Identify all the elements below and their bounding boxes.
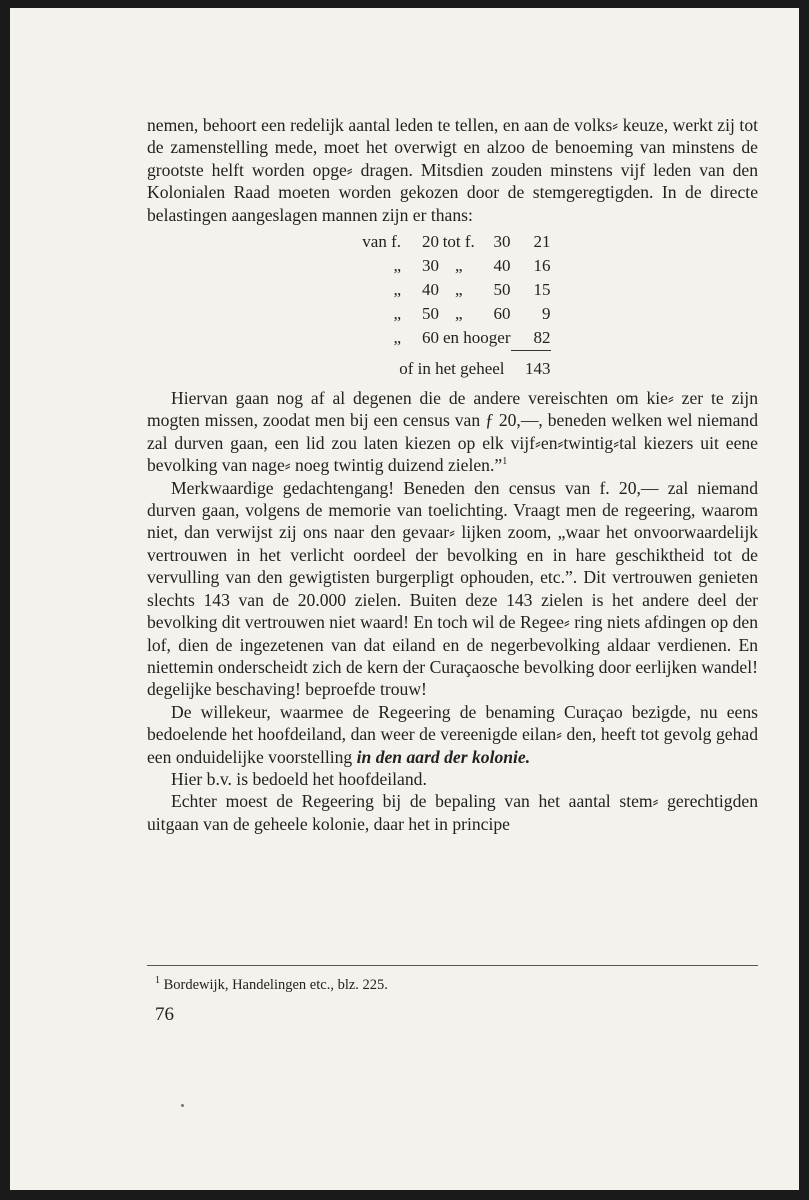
table-row	[357, 326, 551, 351]
page-number: 76	[155, 1004, 174, 1025]
table-cell: „	[454, 256, 463, 276]
footnote-marker: 1	[155, 975, 160, 987]
table-cell: „	[393, 304, 401, 324]
table-row	[357, 230, 551, 254]
paragraph-1: nemen, behoort een redelijk aantal leden te tellen, en aan de volks⸗ keuze, werkt zij tot de zamenstelling mede, moet het overwigt en alzoo de benoeming van minstens de grootste helft worden opge⸗ dragen. Mitsdien zouden minstens vijf leden van den Kolonialen Raad moeten worden gekozen door de stemgeregtigden. In de directe belastingen aangeslagen mannen zijn er thans:	[147, 115, 758, 225]
table-cell: 40	[422, 280, 439, 300]
paragraph-4: De willekeur, waarmee de Regeering de benaming Curaçao bezigde, nu eens bedoelende het hoofdeiland, dan weer de vereenigde eilan⸗ den, heeft tot gevolg gehad een onduidelijke voorstelling in den aard der kolonie.	[147, 701, 758, 767]
table-cell: tot f.	[442, 232, 475, 252]
table-cell: 40	[493, 256, 511, 276]
emphasis-text: in den aard der kolonie.	[356, 746, 531, 767]
total-label: of in het geheel	[399, 358, 505, 378]
paper-speck	[181, 1104, 184, 1107]
table-cell: 50	[422, 304, 439, 324]
footnote-divider	[147, 965, 758, 966]
table-cell: „	[393, 256, 401, 276]
table-cell: 50	[493, 280, 511, 300]
table-cell: „	[393, 328, 401, 348]
table-total-row	[357, 351, 551, 382]
table-cell: 60	[493, 304, 511, 324]
table-row	[357, 302, 551, 326]
table-cell: 9	[542, 304, 551, 324]
paragraph-3: Merkwaardige gedachtengang! Beneden den census van f. 20,— zal niemand durven gaan, volgens de memorie van toelichting. Vraagt men de regeering, waarom niet, dan verwijst zij ons naar den gevaar⸗ lijken zoom, „waar het onvoorwaardelijk vertrouwen in het verlicht oordeel der bevolking en in hare geschiktheid tot de vervulling van den gewigtisten burgerpligt ophouden, etc.”. Dit vertrouwen genieten slechts 143 van de 20.000 zielen. Buiten deze 143 zielen is het andere deel der bevolking dit vertrouwen niet waard! En toch wil de Regee⸗ ring niets afdingen op den lof, dien de ingezetenen van dat eiland en de negerbevolking aldaar verdienen. En niettemin onderscheidt zich de kern der Curaçaosche bevolking door eerlijken wandel! degelijke beschaving! beproefde trouw!	[147, 477, 758, 700]
body-text	[147, 114, 758, 835]
table-cell: van f.	[362, 232, 401, 252]
table-cell: 30	[422, 256, 439, 276]
paragraph-2: Hiervan gaan nog af al degenen die de andere vereischten om kie⸗ zer te zijn mogten missen, zoodat men bij een census van ƒ 20,—, beneden welken wel niemand zal durven gaan, een lid zou laten kiezen op elk vijf⸗en⸗twintig⸗tal kiezers uit eene bevolking van nage⸗ noeg twintig duizend zielen.”$^1$	[147, 388, 758, 476]
table-cell: „	[454, 304, 463, 324]
total-value: 143	[525, 359, 551, 379]
table-cell: 30	[493, 232, 511, 252]
footnote	[155, 977, 388, 994]
tax-bracket-table	[357, 230, 551, 381]
table-cell: 20	[422, 232, 439, 252]
book-page	[10, 8, 799, 1190]
footnote-reference: 1	[502, 456, 508, 468]
table-cell: 16	[533, 256, 551, 276]
table-cell: 21	[533, 232, 551, 252]
table-row	[357, 254, 551, 278]
paragraph-6: Echter moest de Regeering bij de bepaling van het aantal stem⸗ gerechtigden uitgaan van de geheele kolonie, daar het in principe	[147, 791, 758, 834]
table-cell: „	[393, 280, 401, 300]
paragraph-5: Hier b.v. is bedoeld het hoofdeiland.	[171, 768, 427, 789]
table-cell: 60	[422, 328, 439, 348]
table-cell: en hooger	[443, 328, 511, 348]
table-cell: 15	[533, 280, 551, 300]
footnote-text: Bordewijk, Handelingen etc., blz. 225.	[163, 977, 388, 993]
table-cell: „	[454, 280, 463, 300]
table-row	[357, 278, 551, 302]
table-cell: 82	[511, 326, 551, 351]
